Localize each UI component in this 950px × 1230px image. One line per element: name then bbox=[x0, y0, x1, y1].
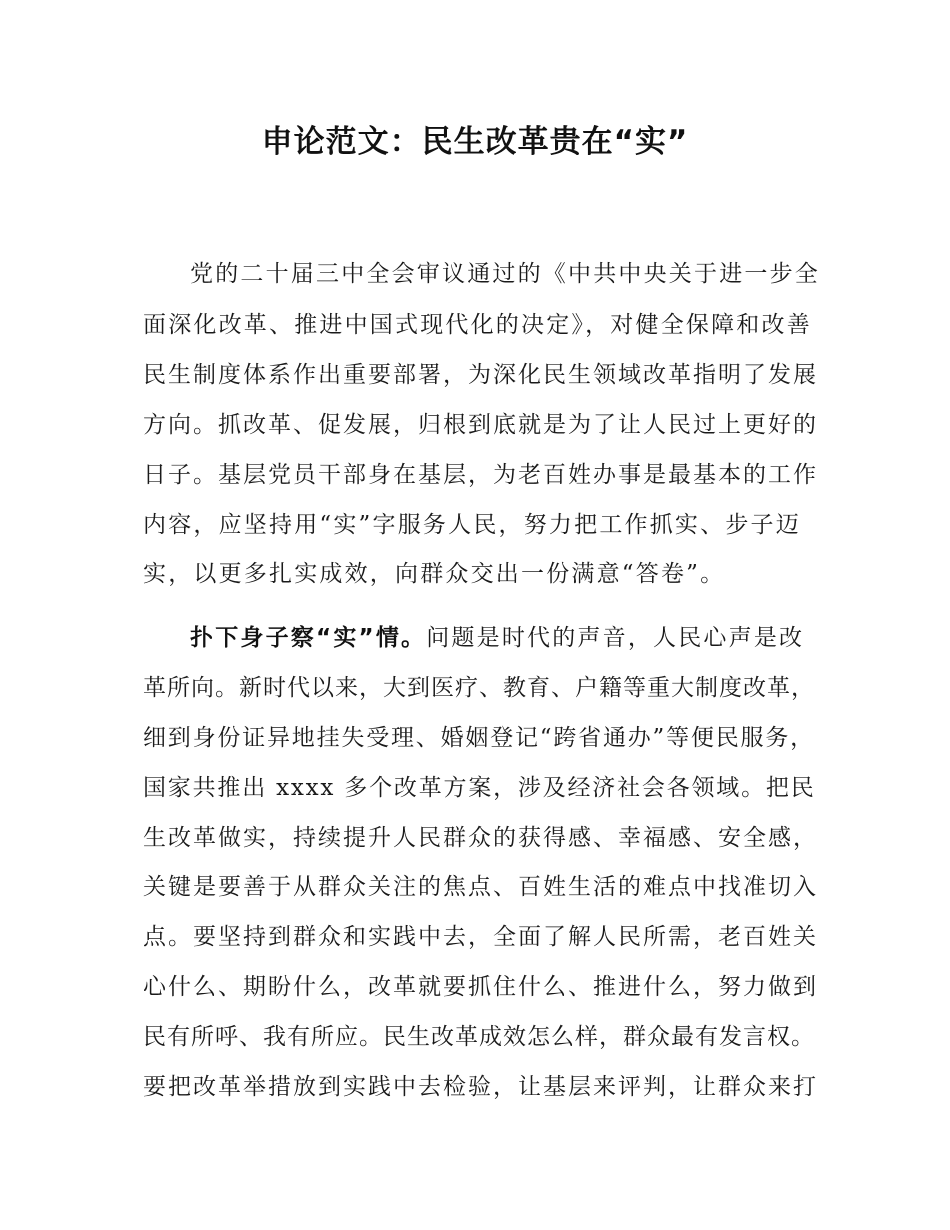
paragraph-2-line: 关键是要善于从群众关注的焦点、百姓生活的难点中找准切入 bbox=[143, 874, 818, 900]
document-title: 申论范文：民生改革贵在“实” bbox=[261, 124, 689, 160]
paragraph-2-first-line bbox=[190, 621, 804, 655]
paragraph-1-line: 方向。抓改革、促发展，归根到底就是为了让人民过上更好的 bbox=[143, 412, 818, 438]
paragraph-1-line: 日子。基层党员干部身在基层，为老百姓办事是最基本的工作 bbox=[143, 462, 818, 488]
paragraph-1-line: 内容，应坚持用“实”字服务人民，努力把工作抓实、步子迈 bbox=[143, 512, 801, 538]
paragraph-2-line: 心什么、期盼什么，改革就要抓住什么、推进什么，努力做到 bbox=[143, 974, 818, 1000]
paragraph-2-line: 细到身份证异地挂失受理、婚姻登记“跨省通办”等便民服务， bbox=[143, 725, 815, 751]
paragraph-1-line: 实，以更多扎实成效，向群众交出一份满意“答卷”。 bbox=[143, 561, 726, 587]
paragraph-2-line: 国家共推出 xxxx 多个改革方案，涉及经济社会各领域。把民 bbox=[143, 775, 816, 801]
paragraph-2-line-rest: 问题是时代的声音，人民心声是改 bbox=[426, 625, 805, 651]
section-heading: 扑下身子察“实”情。 bbox=[190, 625, 427, 651]
paragraph-2-line: 点。要坚持到群众和实践中去，全面了解人民所需，老百姓关 bbox=[143, 924, 818, 950]
paragraph-2-line: 革所向。新时代以来，大到医疗、教育、户籍等重大制度改革， bbox=[143, 675, 815, 701]
paragraph-1-line: 民生制度体系作出重要部署，为深化民生领域改革指明了发展 bbox=[143, 362, 818, 388]
paragraph-2-line: 民有所呼、我有所应。民生改革成效怎么样，群众最有发言权。 bbox=[143, 1024, 815, 1050]
paragraph-2-line: 生改革做实，持续提升人民群众的获得感、幸福感、安全感， bbox=[143, 825, 818, 851]
paragraph-1-line: 面深化改革、推进中国式现代化的决定》，对健全保障和改善 bbox=[143, 312, 812, 338]
paragraph-1-line: 党的二十届三中全会审议通过的《中共中央关于进一步全 bbox=[190, 261, 820, 287]
paragraph-2-line: 要把改革举措放到实践中去检验，让基层来评判，让群众来打 bbox=[143, 1074, 818, 1100]
